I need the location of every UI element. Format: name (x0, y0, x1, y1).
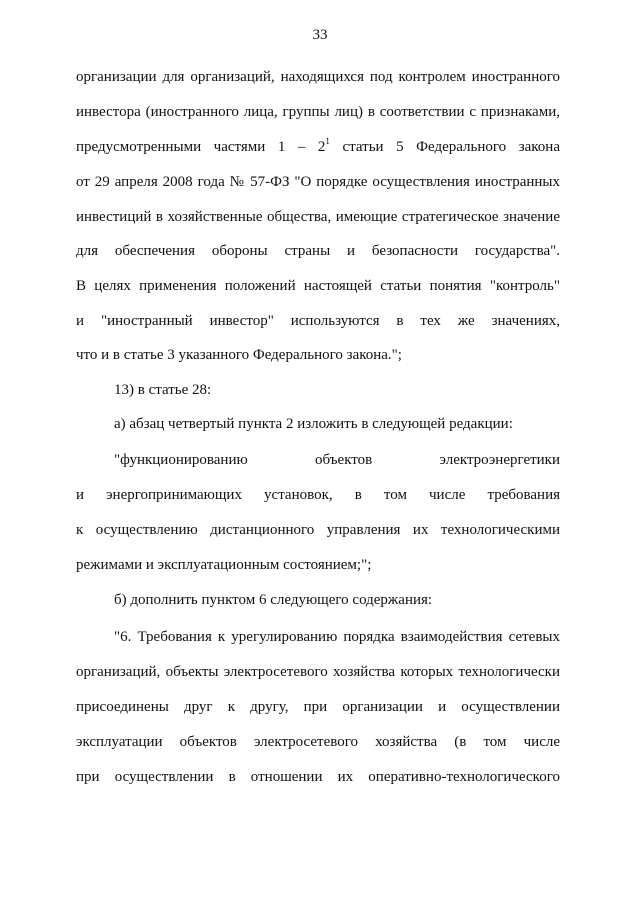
text-line: при осуществлении в отношении их оперативно-технологического (76, 769, 560, 785)
text-line: и энергопринимающих установок, в том числе требования (76, 487, 560, 503)
text-line: инвестиций в хозяйственные общества, имеющие стратегическое значение (76, 209, 560, 225)
text-line: а) абзац четвертый пункта 2 изложить в следующей редакции: (114, 416, 513, 432)
text-line: к осуществлению дистанционного управления их технологическими (76, 522, 560, 538)
text-line: "6. Требования к урегулированию порядка взаимодействия сетевых (114, 629, 560, 645)
text-line: от 29 апреля 2008 года № 57-ФЗ "О порядке осуществления иностранных (76, 174, 560, 190)
text-line: "функционированию объектов электроэнергетики (114, 452, 560, 468)
text-line: и "иностранный инвестор" используются в тех же значениях, (76, 313, 560, 329)
text-line: инвестора (иностранного лица, группы лиц) в соответствии с признаками, (76, 104, 560, 120)
text-line: В целях применения положений настоящей статьи понятия "контроль" (76, 278, 560, 294)
text-line-with-superscript (76, 137, 560, 157)
text-line: для обеспечения обороны страны и безопасности государства". (76, 243, 560, 259)
superscript: 1 (325, 136, 330, 146)
text-line: режимами и эксплуатационным состоянием;"; (76, 557, 372, 573)
text-fragment: предусмотренными частями 1 – 2 (76, 139, 326, 155)
text-fragment: статьи 5 Федерального закона (342, 139, 560, 155)
text-line: б) дополнить пунктом 6 следующего содержания: (114, 592, 433, 608)
page-number: 33 (312, 27, 328, 43)
section-heading: 13) в статье 28: (114, 382, 212, 398)
text-line: организаций, объекты электросетевого хозяйства которых технологически (76, 664, 560, 680)
text-line: присоединены друг к другу, при организации и осуществлении (76, 699, 560, 715)
text-line: что и в статье 3 указанного Федерального закона."; (76, 347, 402, 363)
text-line: эксплуатации объектов электросетевого хозяйства (в том числе (76, 734, 560, 750)
text-line: организации для организаций, находящихся под контролем иностранного (76, 69, 560, 85)
